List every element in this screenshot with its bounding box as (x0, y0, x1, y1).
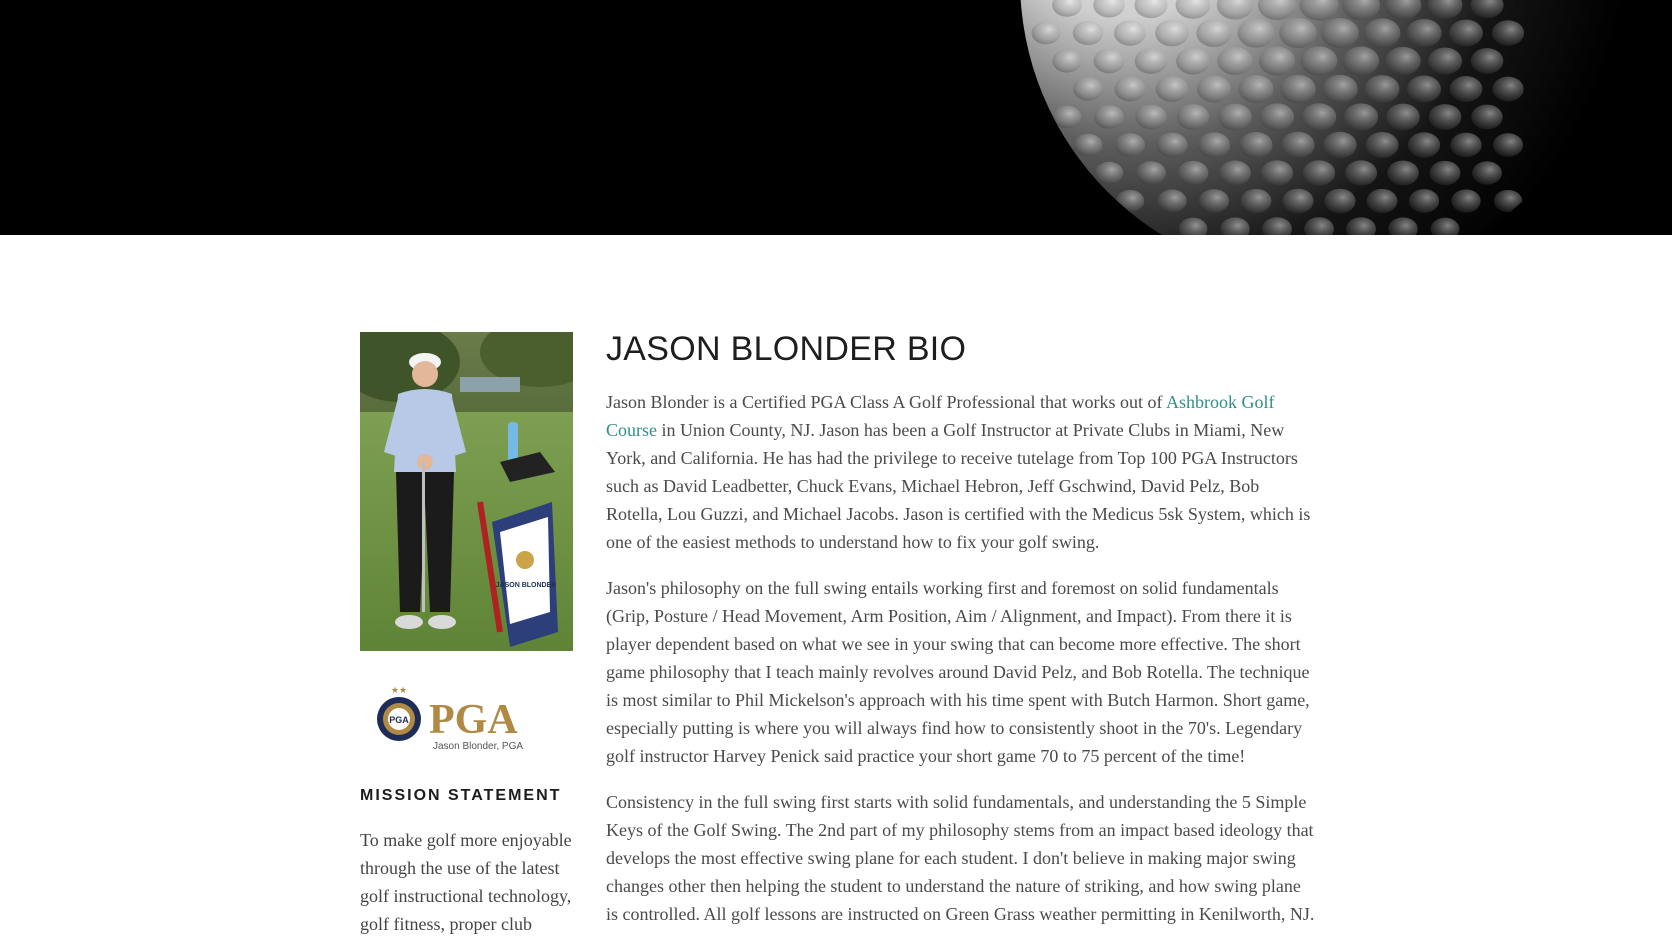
ball-dimple (1365, 75, 1400, 103)
ball-dimple (1241, 189, 1272, 213)
ball-dimple (1492, 77, 1523, 102)
ball-dimple (1115, 133, 1145, 157)
ball-dimple (1451, 189, 1480, 212)
ball-dimple (1471, 48, 1504, 74)
ball-dimple (1073, 21, 1103, 45)
ball-dimple (1493, 133, 1523, 157)
ball-dimple (1409, 189, 1439, 213)
ball-dimple (1178, 161, 1209, 185)
ball-dimple (1282, 189, 1313, 214)
bio-p1-text: Jason Blonder is a Certified PGA Class A Golf Professional that works out of (606, 392, 1166, 412)
ball-dimple (1428, 47, 1462, 74)
ball-dimple (1094, 49, 1125, 73)
ball-dimple (1196, 19, 1231, 47)
ball-dimple (1301, 46, 1338, 75)
mission-statement-heading: MISSION STATEMENT (360, 787, 562, 804)
bag-name-text: JASON BLONDER (495, 582, 557, 589)
ball-dimple (1343, 47, 1379, 76)
ball-dimple (1408, 132, 1440, 157)
pga-caption: Jason Blonder, PGA (433, 741, 524, 752)
ball-dimple (1260, 103, 1294, 130)
ball-dimple (1198, 132, 1230, 157)
ball-dimple (1430, 161, 1461, 185)
bio-paragraph-1 (606, 388, 1316, 556)
pga-wordmark: PGA (429, 697, 518, 743)
ball-dimple (1321, 18, 1359, 48)
ball-dimple (1344, 103, 1378, 130)
ball-dimple (1450, 76, 1483, 102)
ball-dimple (1385, 47, 1420, 75)
ball-dimple (1471, 105, 1502, 130)
ball-dimple (1492, 20, 1524, 45)
star-icon: ★★ (390, 686, 408, 696)
ball-dimple (1032, 22, 1061, 45)
ball-dimple (1136, 161, 1166, 184)
ashbrook-golf-course-link[interactable]: Ashbrook Golf Course (606, 392, 1275, 440)
bio-body (606, 388, 1316, 946)
ball-dimple (1094, 105, 1124, 129)
ball-dimple (1217, 47, 1252, 75)
ball-dimple (1345, 160, 1377, 185)
ball-dimple (1239, 75, 1274, 103)
ball-dimple (1197, 76, 1231, 103)
ball-dimple (1449, 20, 1483, 47)
ball-dimple (1156, 133, 1187, 158)
ball-dimple (1135, 48, 1168, 74)
ball-dimple (1135, 105, 1166, 130)
ball-dimple (1364, 18, 1401, 47)
ball-dimple (1218, 104, 1252, 131)
ball-dimple (1387, 161, 1419, 186)
ball-dimple (1155, 20, 1189, 47)
ball-dimple (1074, 134, 1103, 157)
ball-dimple (1095, 162, 1124, 184)
ball-dimple (1429, 104, 1462, 130)
ball-dimple (1157, 189, 1186, 212)
ball-dimple (1324, 189, 1355, 214)
ball-dimple (1177, 104, 1210, 130)
ball-dimple (1261, 160, 1293, 185)
ball-dimple (1280, 75, 1316, 103)
ball-dimple (1219, 161, 1251, 186)
ball-dimple (1386, 104, 1420, 131)
bio-title: JASON BLONDER BIO (606, 330, 967, 368)
golf-ball-image (0, 0, 1672, 235)
ball-dimple (1240, 132, 1273, 158)
ball-dimple (1052, 49, 1081, 72)
ball-dimple (1259, 47, 1295, 76)
ball-dimple (1323, 132, 1356, 158)
ball-dimple (1407, 76, 1441, 103)
ball-dimple (1114, 20, 1146, 45)
ball-dimple (1366, 132, 1399, 158)
jason-blonder-photo (360, 332, 573, 651)
ball-dimple (1073, 77, 1103, 100)
ball-dimple (1281, 132, 1314, 158)
ball-dimple (1156, 76, 1189, 102)
mission-statement-text: To make golf more enjoyable through the use of the latest golf instructional technology, golf fitness, proper club (360, 830, 572, 934)
ball-dimple (1114, 77, 1145, 102)
ball-dimple (1176, 48, 1210, 75)
bio-paragraph-3: Consistency in the full swing first starts with solid fundamentals, and understanding the 5 Simple Keys of the Golf Swing. The 2nd part of my philosophy stems from an impact based ideology that develops the most effective swing plane for each student. I don't believe in making major swing changes other then helping the student to understand the nature of striking, and how swing plane is controlled. All golf lessons are instructed on Green Grass weather permitting in Kenilworth, NJ. (606, 792, 1315, 924)
ball-dimple (1303, 160, 1335, 186)
ball-dimple (1406, 19, 1441, 47)
ball-dimple (1472, 161, 1502, 184)
bio-paragraph-2: Jason's philosophy on the full swing entails working first and foremost on solid fundamentals (Grip, Posture / Head Movement, Arm Position, Aim / Alignment, and Impact). From there it is player dependent based on what we see in your swing that can become more effective. The short game philosophy that I teach mainly revolves around David Pelz, and Bob Rotella. The technique is most similar to Phil Mickelson's approach with his time spent with Butch Harmon. Short game, especially putting is where you will always find how to consistently shoot in the 70's. Legendary golf instructor Harvey Penick said practice your short game 70 to 75 percent of the time! (606, 578, 1310, 766)
ball-dimple (1199, 189, 1229, 213)
ball-dimple (1279, 18, 1317, 48)
pga-badge-text: PGA (389, 715, 409, 725)
ball-dimple (1450, 133, 1481, 158)
ball-dimple (1302, 103, 1337, 130)
hero-banner (0, 0, 1672, 235)
bio-p1-text-cont: in Union County, NJ. Jason has been a Golf Instructor at Private Clubs in Miami, New York, and California. He has had the privilege to receive tutelage from Top 100 PGA Instructors such as David Leadbetter, Chuck Evans, Michael Hebron, Jeff Gschwind, David Pelz, Bob Rotella, Lou Guzzi, and Michael Jacobs. Jason is certified with the Medicus 5sk System, which is one of the easiest methods to understand how to fix your golf swing. (606, 420, 1311, 552)
ball-dimple (1238, 18, 1275, 47)
ball-dimple (1367, 189, 1398, 213)
ball-dimple (1322, 75, 1358, 103)
